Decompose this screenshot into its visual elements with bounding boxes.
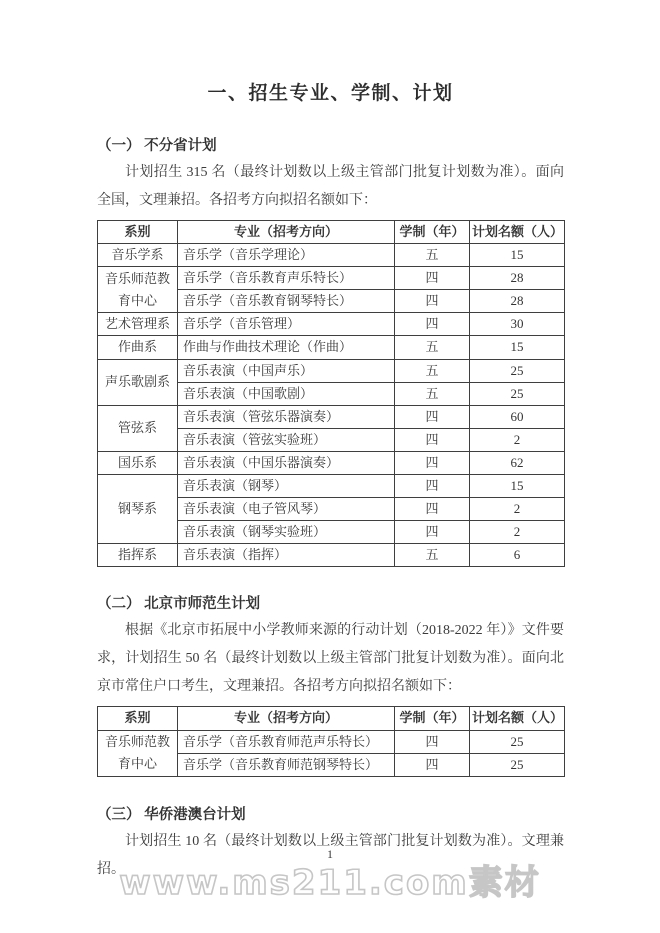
years-cell: 五 — [395, 544, 470, 567]
major-cell: 音乐学（音乐教育师范声乐特长） — [178, 730, 395, 753]
spacer — [97, 777, 564, 805]
spacer — [97, 567, 564, 594]
major-cell: 音乐表演（管弦实验班） — [178, 428, 395, 451]
major-cell: 音乐表演（钢琴） — [178, 475, 395, 498]
dept-cell: 作曲系 — [98, 336, 178, 359]
dept-cell: 音乐师范教育中心 — [98, 730, 178, 776]
enrollment-table-national — [97, 220, 565, 567]
table-row — [98, 730, 565, 753]
major-cell: 音乐学（音乐学理论） — [178, 244, 395, 267]
dept-cell: 音乐师范教育中心 — [98, 267, 178, 313]
dept-cell: 钢琴系 — [98, 475, 178, 544]
years-cell: 四 — [395, 451, 470, 474]
table-header-row — [98, 221, 565, 244]
dept-cell: 管弦系 — [98, 405, 178, 451]
page-number: 1 — [327, 847, 333, 861]
dept-cell: 声乐歌剧系 — [98, 359, 178, 405]
major-cell: 音乐学（音乐教育钢琴特长） — [178, 290, 395, 313]
quota-cell: 62 — [470, 451, 565, 474]
table-row — [98, 267, 565, 290]
table-header-row — [98, 707, 565, 730]
years-cell: 五 — [395, 244, 470, 267]
table-row — [98, 544, 565, 567]
section1-paragraph: 计划招生 315 名（最终计划数以上级主管部门批复计划数为准）。面向全国，文理兼招。各招考方向拟招名额如下： — [97, 165, 564, 208]
dept-cell: 指挥系 — [98, 544, 178, 567]
years-cell: 四 — [395, 267, 470, 290]
page-title: 一、招生专业、学制、计划 — [207, 83, 454, 104]
years-cell: 四 — [395, 405, 470, 428]
quota-cell: 2 — [470, 498, 565, 521]
major-cell: 音乐学（音乐教育师范钢琴特长） — [178, 753, 395, 776]
table-row — [98, 451, 565, 474]
years-cell: 四 — [395, 475, 470, 498]
col-header-major: 专业（招考方向） — [178, 221, 395, 244]
major-cell: 音乐表演（管弦乐器演奏） — [178, 405, 395, 428]
major-cell: 音乐表演（指挥） — [178, 544, 395, 567]
section2-paragraph: 根据《北京市拓展中小学教师来源的行动计划（2018-2022 年）》文件要求，计划招生 50 名（最终计划数以上级主管部门批复计划数为准）。面向北京市常住户口考生，文理兼招。各招考方向拟招名额如下： — [97, 623, 564, 695]
major-cell: 音乐表演（钢琴实验班） — [178, 521, 395, 544]
col-header-quota: 计划名额（人） — [470, 707, 565, 730]
years-cell: 四 — [395, 313, 470, 336]
quota-cell: 25 — [470, 753, 565, 776]
major-cell: 音乐学（音乐管理） — [178, 313, 395, 336]
quota-cell: 25 — [470, 359, 565, 382]
quota-cell: 15 — [470, 475, 565, 498]
col-header-years: 学制（年） — [395, 221, 470, 244]
col-header-major: 专业（招考方向） — [178, 707, 395, 730]
dept-cell: 音乐学系 — [98, 244, 178, 267]
quota-cell: 28 — [470, 267, 565, 290]
major-cell: 音乐表演（中国歌剧） — [178, 382, 395, 405]
section3-heading: （三） 华侨港澳台计划 — [97, 806, 246, 823]
major-cell: 音乐表演（中国乐器演奏） — [178, 451, 395, 474]
section3-paragraph: 计划招生 10 名（最终计划数以上级主管部门批复计划数为准）。文理兼招。 — [97, 833, 564, 877]
col-header-years: 学制（年） — [395, 707, 470, 730]
enrollment-table-beijing — [97, 706, 565, 776]
quota-cell: 25 — [470, 382, 565, 405]
table-row — [98, 405, 565, 428]
quota-cell: 15 — [470, 336, 565, 359]
quota-cell: 28 — [470, 290, 565, 313]
years-cell: 四 — [395, 498, 470, 521]
years-cell: 四 — [395, 730, 470, 753]
col-header-quota: 计划名额（人） — [470, 221, 565, 244]
section-no-province-plan — [97, 136, 564, 567]
table-row — [98, 359, 565, 382]
section1-heading: （一） 不分省计划 — [97, 138, 217, 154]
years-cell: 四 — [395, 290, 470, 313]
quota-cell: 30 — [470, 313, 565, 336]
section2-heading: （二） 北京市师范生计划 — [97, 596, 261, 613]
quota-cell: 60 — [470, 405, 565, 428]
quota-cell: 2 — [470, 428, 565, 451]
years-cell: 五 — [395, 336, 470, 359]
years-cell: 四 — [395, 428, 470, 451]
major-cell: 音乐表演（中国声乐） — [178, 359, 395, 382]
watermark-text: www.ms211.com素材 — [119, 863, 541, 903]
section-beijing-teacher-plan — [97, 594, 564, 776]
years-cell: 五 — [395, 359, 470, 382]
table-row — [98, 244, 565, 267]
years-cell: 四 — [395, 521, 470, 544]
quota-cell: 25 — [470, 730, 565, 753]
dept-cell: 艺术管理系 — [98, 313, 178, 336]
major-cell: 音乐学（音乐教育声乐特长） — [178, 267, 395, 290]
table-row — [98, 313, 565, 336]
major-cell: 作曲与作曲技术理论（作曲） — [178, 336, 395, 359]
quota-cell: 15 — [470, 244, 565, 267]
col-header-dept: 系别 — [98, 707, 178, 730]
quota-cell: 6 — [470, 544, 565, 567]
quota-cell: 2 — [470, 521, 565, 544]
table-row — [98, 475, 565, 498]
table-row — [98, 336, 565, 359]
major-cell: 音乐表演（电子管风琴） — [178, 498, 395, 521]
years-cell: 四 — [395, 753, 470, 776]
col-header-dept: 系别 — [98, 221, 178, 244]
dept-cell: 国乐系 — [98, 451, 178, 474]
years-cell: 五 — [395, 382, 470, 405]
